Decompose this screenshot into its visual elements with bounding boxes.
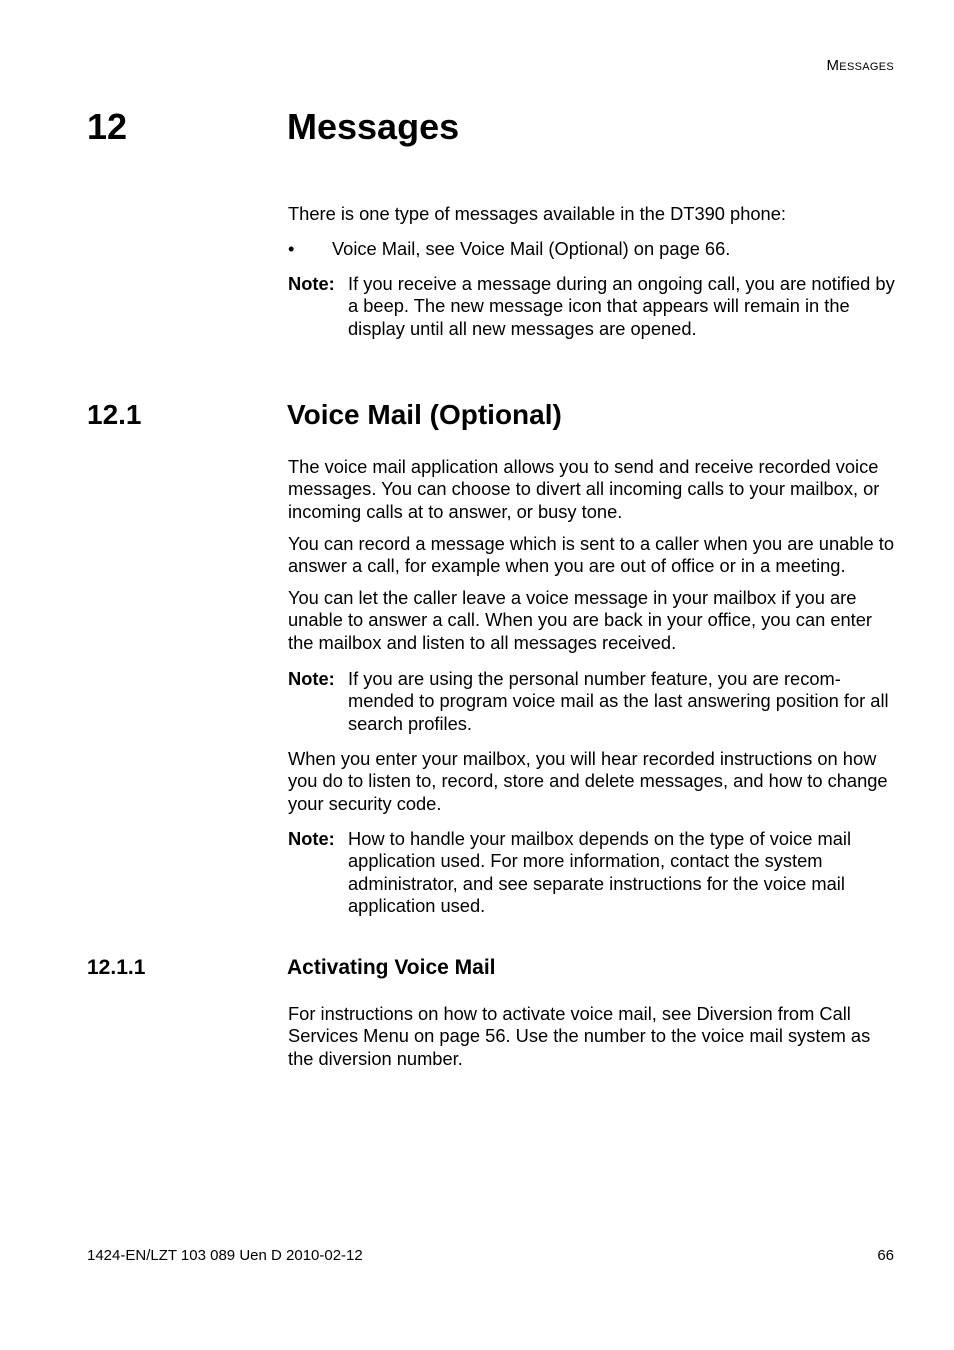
footer-doc-id: 1424-EN/LZT 103 089 Uen D 2010-02-12: [87, 1247, 363, 1264]
section-paragraph-1: The voice mail application allows you to send and receive recorded voice messages. You can choose to divert all incoming calls to your mailbox, or incoming calls at to answer, or busy tone.: [288, 456, 880, 522]
section-paragraph-3: You can let the caller leave a voice message in your mailbox if you are unable to answer a call. When you are back in your office, you can enter the mailbox and listen to all messages received.: [288, 587, 872, 653]
footer-page-number: 66: [877, 1247, 894, 1264]
chapter-number: 12: [87, 106, 128, 147]
running-header: Messages: [826, 57, 894, 74]
intro-paragraph: There is one type of messages available in the DT390 phone:: [288, 203, 786, 224]
section-title: Voice Mail (Optional): [287, 399, 562, 430]
note-label: Note:: [288, 668, 335, 689]
chapter-title: Messages: [287, 106, 460, 147]
list-item-text: Voice Mail, see Voice Mail (Optional) on page 66.: [332, 238, 731, 259]
subsection-title: Activating Voice Mail: [287, 956, 496, 979]
note-text: How to handle your mailbox depends on the type of voice mail application used. For more information, contact the system administrator, and see separate instructions for the voice mail application used.: [348, 828, 852, 917]
bullet-icon: •: [288, 238, 295, 259]
subsection-number: 12.1.1: [87, 956, 146, 979]
section-number: 12.1: [87, 399, 142, 430]
note-text: If you are using the personal number feature, you are recom-mended to program voice mail as the last answering position for all search profiles.: [348, 668, 889, 734]
section-paragraph-4: When you enter your mailbox, you will hear recorded instructions on how you do to listen to, record, store and delete messages, and how to change your security code.: [288, 748, 888, 814]
note-label: Note:: [288, 273, 335, 294]
subsection-paragraph: For instructions on how to activate voice mail, see Diversion from Call Services Menu on page 56. Use the number to the voice mail system as the diversion number.: [288, 1003, 871, 1069]
note-text: If you receive a message during an ongoing call, you are notified by a beep. The new message icon that appears will remain in the display until all new messages are opened.: [348, 273, 895, 339]
note-label: Note:: [288, 828, 335, 849]
section-paragraph-2: You can record a message which is sent to a caller when you are unable to answer a call, for example when you are out of office or in a meeting.: [288, 533, 895, 577]
